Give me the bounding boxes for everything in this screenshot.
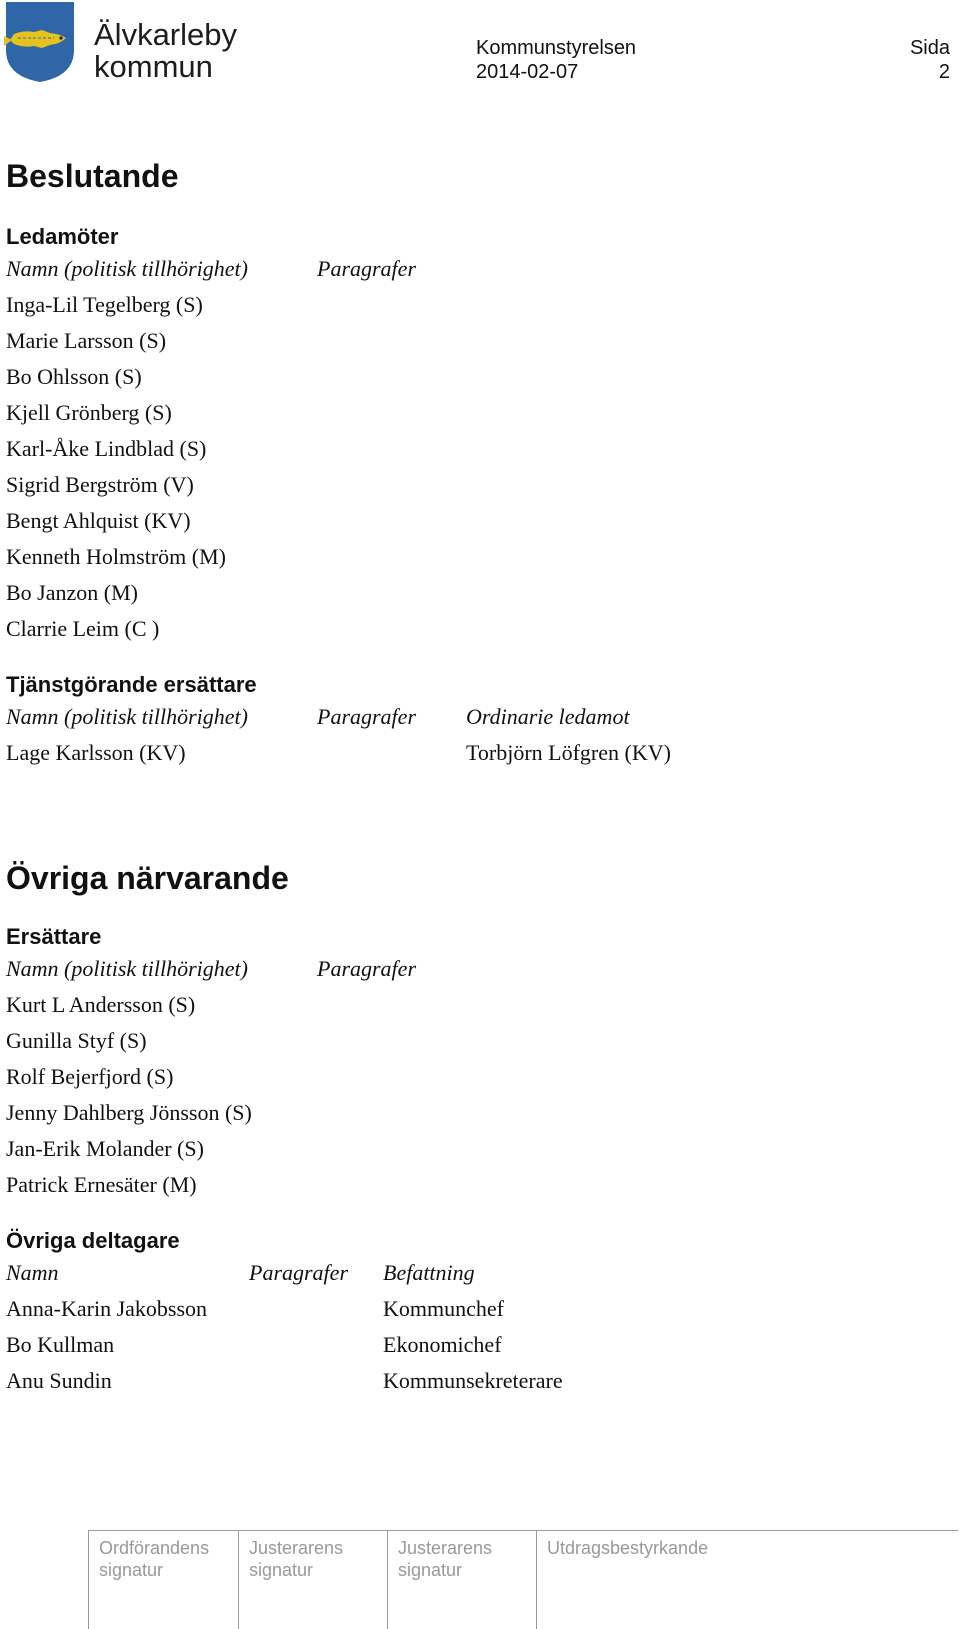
list-item: Jan-Erik Molander (S) [6, 1136, 204, 1161]
subsection-tjanstgorande: Tjänstgörande ersättare [6, 672, 257, 697]
list-item: Kurt L Andersson (S) [6, 992, 196, 1017]
logo-text-line2: kommun [94, 49, 213, 84]
participant-name: Anna-Karin Jakobsson [6, 1296, 208, 1321]
page-number: 2 [938, 61, 950, 83]
list-item: Jenny Dahlberg Jönsson (S) [6, 1100, 252, 1125]
list-item: Clarrie Leim (C ) [6, 616, 160, 641]
list-item: Rolf Bejerfjord (S) [6, 1064, 174, 1089]
column-header-paragrafer: Paragrafer [249, 1260, 348, 1285]
column-header-name: Namn (politisk tillhörighet) [6, 956, 248, 981]
extract-certification-label: Utdragsbestyrkande [547, 1538, 709, 1558]
page-label: Sida [909, 37, 950, 59]
list-item: Marie Larsson (S) [6, 328, 167, 353]
section-title-beslutande: Beslutande [6, 158, 179, 194]
subsection-ersattare: Ersättare [6, 924, 102, 949]
list-item: Sigrid Bergström (V) [6, 472, 194, 497]
list-item: Gunilla Styf (S) [6, 1028, 147, 1053]
ordinary-member: Torbjörn Löfgren (KV) [466, 740, 671, 765]
committee-name: Kommunstyrelsen [476, 37, 637, 59]
logo-text-line1: Älvkarleby [94, 17, 237, 52]
adjuster2-signature-box [388, 1531, 537, 1629]
column-header-name: Namn [6, 1260, 59, 1285]
list-item: Bengt Ahlquist (KV) [6, 508, 191, 533]
subsection-deltagare: Övriga deltagare [6, 1228, 180, 1253]
adjuster2-signature-label-line1: Justerarens [398, 1538, 493, 1558]
column-header-paragrafer: Paragrafer [317, 956, 416, 981]
list-item: Kjell Grönberg (S) [6, 400, 172, 425]
list-item: Inga-Lil Tegelberg (S) [6, 292, 203, 317]
chair-signature-box [89, 1531, 239, 1629]
adjuster1-signature-label-line2: signatur [249, 1560, 314, 1580]
column-header-name: Namn (politisk tillhörighet) [6, 704, 248, 729]
column-header-paragrafer: Paragrafer [317, 704, 416, 729]
signature-table [88, 1530, 958, 1629]
meeting-date: 2014-02-07 [476, 61, 579, 83]
substitute-name: Lage Karlsson (KV) [6, 740, 186, 765]
column-header-paragrafer: Paragrafer [317, 256, 416, 281]
chair-signature-label-line2: signatur [99, 1560, 164, 1580]
list-item: Patrick Ernesäter (M) [6, 1172, 197, 1197]
participant-role: Ekonomichef [383, 1332, 502, 1357]
municipal-logo [4, 0, 254, 86]
participant-role: Kommunsekreterare [383, 1368, 563, 1393]
column-header-name: Namn (politisk tillhörighet) [6, 256, 248, 281]
participant-name: Anu Sundin [6, 1368, 112, 1393]
adjuster1-signature-label-line1: Justerarens [249, 1538, 344, 1558]
list-item: Kenneth Holmström (M) [6, 544, 226, 569]
section-title-ovriga: Övriga närvarande [6, 860, 289, 896]
subsection-ledamoter: Ledamöter [6, 224, 119, 249]
list-item: Bo Janzon (M) [6, 580, 138, 605]
adjuster2-signature-label-line2: signatur [398, 1560, 463, 1580]
participant-name: Bo Kullman [6, 1332, 115, 1357]
list-item: Bo Ohlsson (S) [6, 364, 142, 389]
column-header-ordinarie: Ordinarie ledamot [466, 704, 630, 729]
chair-signature-label-line1: Ordförandens [99, 1538, 210, 1558]
adjuster1-signature-box [239, 1531, 388, 1629]
list-item: Karl-Åke Lindblad (S) [6, 436, 207, 461]
extract-certification-box [537, 1531, 958, 1629]
column-header-befattning: Befattning [383, 1260, 475, 1285]
participant-role: Kommunchef [383, 1296, 504, 1321]
coat-of-arms-icon [4, 0, 76, 84]
